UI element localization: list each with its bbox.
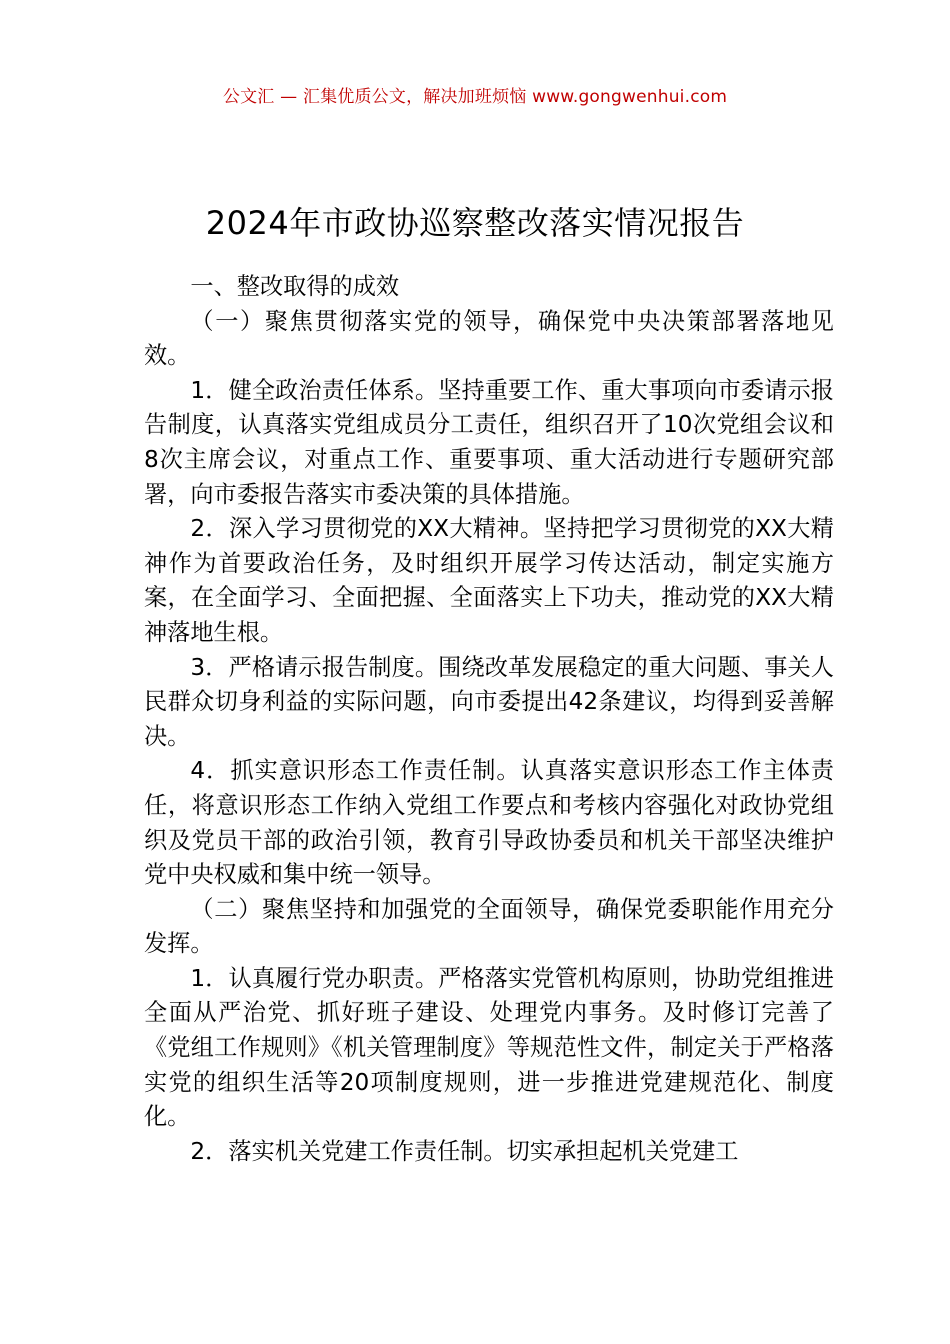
section-heading: 一、整改取得的成效 bbox=[190, 273, 400, 300]
document-title: 2024年市政协巡察整改落实情况报告 bbox=[205, 204, 745, 243]
document-body bbox=[144, 270, 834, 1169]
watermark-header: 公文汇 — 汇集优质公文，解决加班烦恼 www.gongwenhui.com bbox=[222, 87, 728, 107]
subsection-heading: （二）聚焦坚持和加强党的全面领导，确保党委职能作用充分发挥。 bbox=[144, 895, 834, 958]
paragraph: 2．深入学习贯彻党的XX大精神。坚持把学习贯彻党的XX大精神作为首要政治任务，及时组织开展学习传达活动，制定实施方案，在全面学习、全面把握、全面落实上下功夫，推动党的XX大精神落地生根。 bbox=[144, 515, 834, 646]
paragraph: 3．严格请示报告制度。围绕改革发展稳定的重大问题、事关人民群众切身利益的实际问题，向市委提出42条建议，均得到妥善解决。 bbox=[144, 653, 834, 750]
paragraph: 1．认真履行党办职责。严格落实党管机构原则，协助党组推进全面从严治党、抓好班子建设、处理党内事务。及时修订完善了《党组工作规则》《机关管理制度》等规范性文件，制定关于严格落实党的组织生活等20项制度规则，进一步推进党建规范化、制度化。 bbox=[144, 964, 834, 1131]
subsection-heading: （一）聚焦贯彻落实党的领导，确保党中央决策部署落地见效。 bbox=[144, 307, 834, 370]
paragraph: 2．落实机关党建工作责任制。切实承担起机关党建工 bbox=[190, 1137, 739, 1165]
paragraph: 4．抓实意识形态工作责任制。认真落实意识形态工作主体责任，将意识形态工作纳入党组工作要点和考核内容强化对政协党组织及党员干部的政治引领，教育引导政协委员和机关干部坚决维护党中央权威和集中统一领导。 bbox=[144, 757, 834, 889]
paragraph: 1．健全政治责任体系。坚持重要工作、重大事项向市委请示报告制度，认真落实党组成员分工责任，组织召开了10次党组会议和8次主席会议，对重点工作、重要事项、重大活动进行专题研究部署，向市委报告落实市委决策的具体措施。 bbox=[144, 376, 834, 508]
